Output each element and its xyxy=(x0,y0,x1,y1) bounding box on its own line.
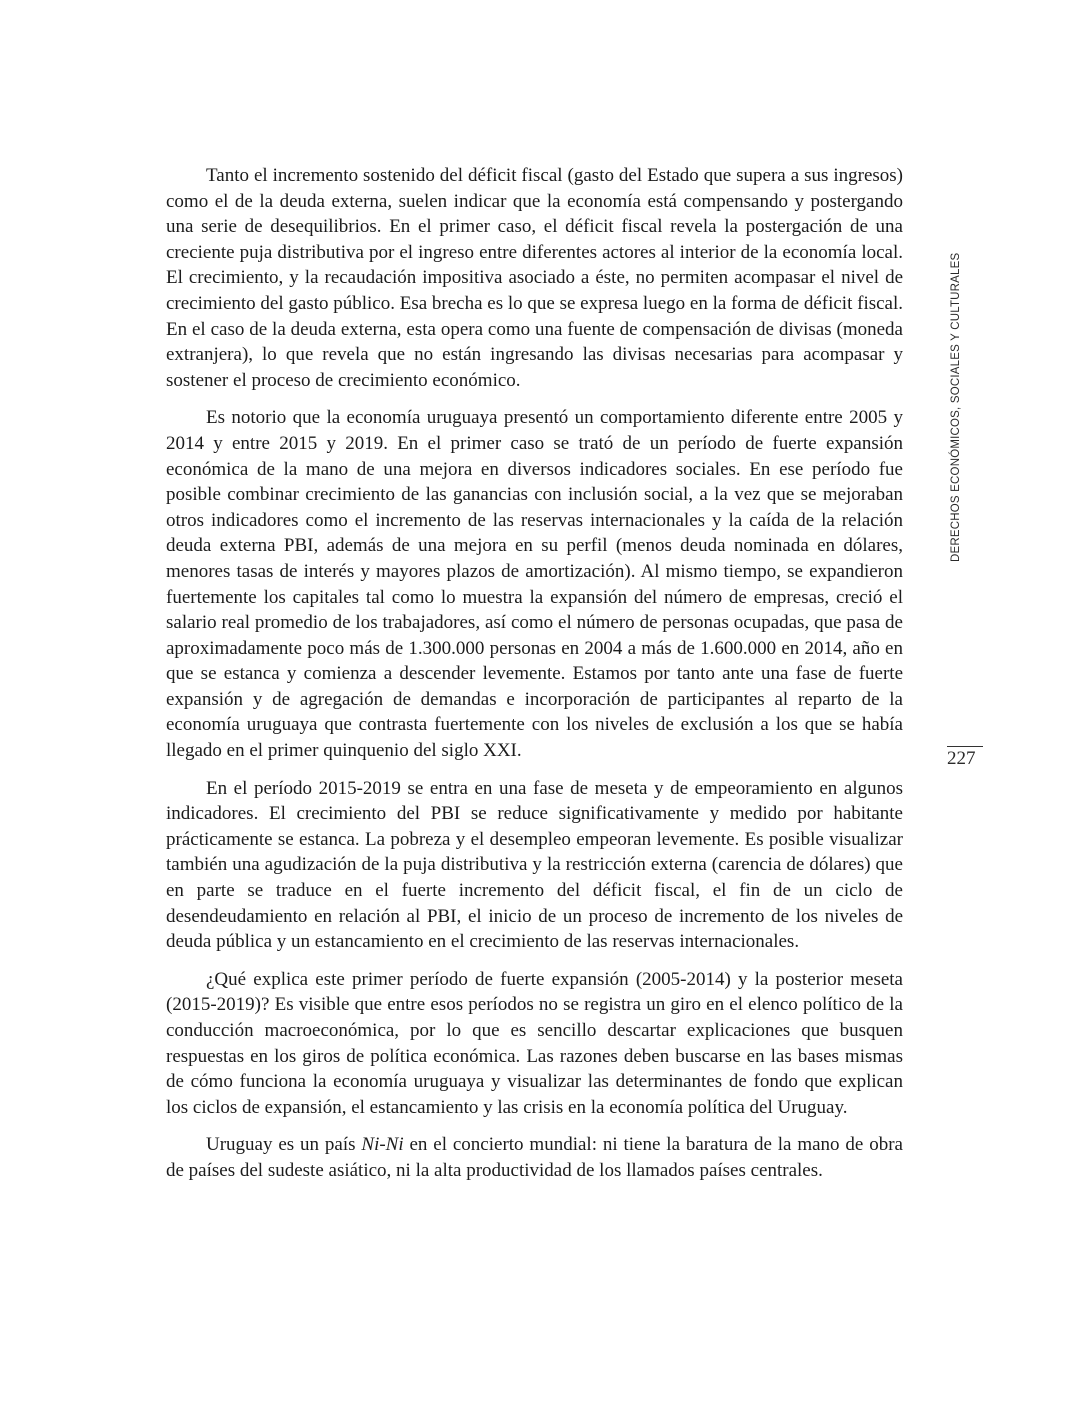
paragraph-ni-ni xyxy=(166,1132,903,1183)
page-number: 227 xyxy=(947,748,976,769)
paragraph-2015-2019-plateau: En el período 2015-2019 se entra en una fase de meseta y de empeoramiento en algunos indicadores. El crecimiento del PBI se reduce significativamente y medido por habitante prácticamente se estanca. La pobreza y el desempleo empeoran levemente. Es posible visualizar también una agudización de la puja distributiva y la restricción externa (carencia de dólares) que en parte se traduce en el fuerte incremento del déficit fiscal, el fin de un ciclo de desendeudamiento en relación al PBI, el inicio de un proceso de incremento de los niveles de deuda pública y un estancamiento en el crecimiento de las reservas internacionales. xyxy=(166,777,903,953)
ni-ni-emphasis: Ni-Ni xyxy=(361,1134,404,1156)
main-text-block xyxy=(166,163,903,1196)
ni-ni-text-after: en el concierto mundial: ni tiene la baratura de la mano de obra de países del sudeste asiático, ni la alta productividad de los llamados países centrales. xyxy=(166,1134,903,1181)
paragraph-explanation-question: ¿Qué explica este primer período de fuerte expansión (2005-2014) y la posterior meseta (2015-2019)? Es visible que entre esos períodos no se registra un giro en el elenco político de la conducción macroeconómica, por lo que es sencillo descartar explicaciones que busquen respuestas en los giros de política económica. Las razones deben buscarse en las bases mismas de cómo funciona la economía uruguaya y visualizar las determinantes de fondo que explican los ciclos de expansión, el estancamiento y las crisis en la economía política del Uruguay. xyxy=(166,968,903,1118)
paragraph-economic-behavior: Es notorio que la economía uruguaya presentó un comportamiento diferente entre 2005 y 2014 y entre 2015 y 2019. En el primer caso se trató de un período de fuerte expansión económica de la mano de una mejora en diversos indicadores sociales. En ese período fue posible combinar crecimiento de las ganancias con inclusión social, a la vez que se mejoraban otros indicadores como el incremento de las reservas internacionales y la caída de la relación deuda externa PBI, además de una mejora en su perfil (menos deuda nominada en dólares, menores tasas de interés y mayores plazos de amortización). Al mismo tiempo, se expandieron fuertemente los capitales tal como lo muestra la expansión del número de empresas, creció el salario real promedio de los trabajadores, así como el número de personas ocupadas, que pasa de aproximadamente poco más de 1.300.000 personas en 2004 a más de 1.600.000 en 2014, año en que se estanca y comienza a descender levemente. Estamos por tanto ante una fase de fuerte expansión y de agregación de demandas e incorporación de participantes al reparto de la economía uruguaya que contrasta fuertemente con los niveles de exclusión a los que se había llegado en el primer quinquenio del siglo XXI. xyxy=(166,407,903,762)
running-head: DERECHOS ECONÓMICOS, SOCIALES Y CULTURALES xyxy=(950,252,962,562)
ni-ni-text-before: Uruguay es un país xyxy=(206,1134,362,1156)
paragraph-fiscal-deficit: Tanto el incremento sostenido del déficit fiscal (gasto del Estado que supera a sus ingresos) como el de la deuda externa, suelen indicar que la economía está compensando y postergando una serie de desequilibrios. En el primer caso, el déficit fiscal revela la postergación de una creciente puja distributiva por el ingreso entre diferentes actores al interior de la economía local. El crecimiento, y la recaudación impositiva asociado a éste, no permiten acompasar el nivel de crecimiento del gasto público. Esa brecha es lo que se expresa luego en la forma de déficit fiscal. En el caso de la deuda externa, esta opera como una fuente de compensación de divisas (moneda extranjera), lo que revela que no están ingresando las divisas necesarias para acompasar y sostener el proceso de crecimiento económico. xyxy=(166,165,904,391)
page-number-rule xyxy=(947,746,983,747)
